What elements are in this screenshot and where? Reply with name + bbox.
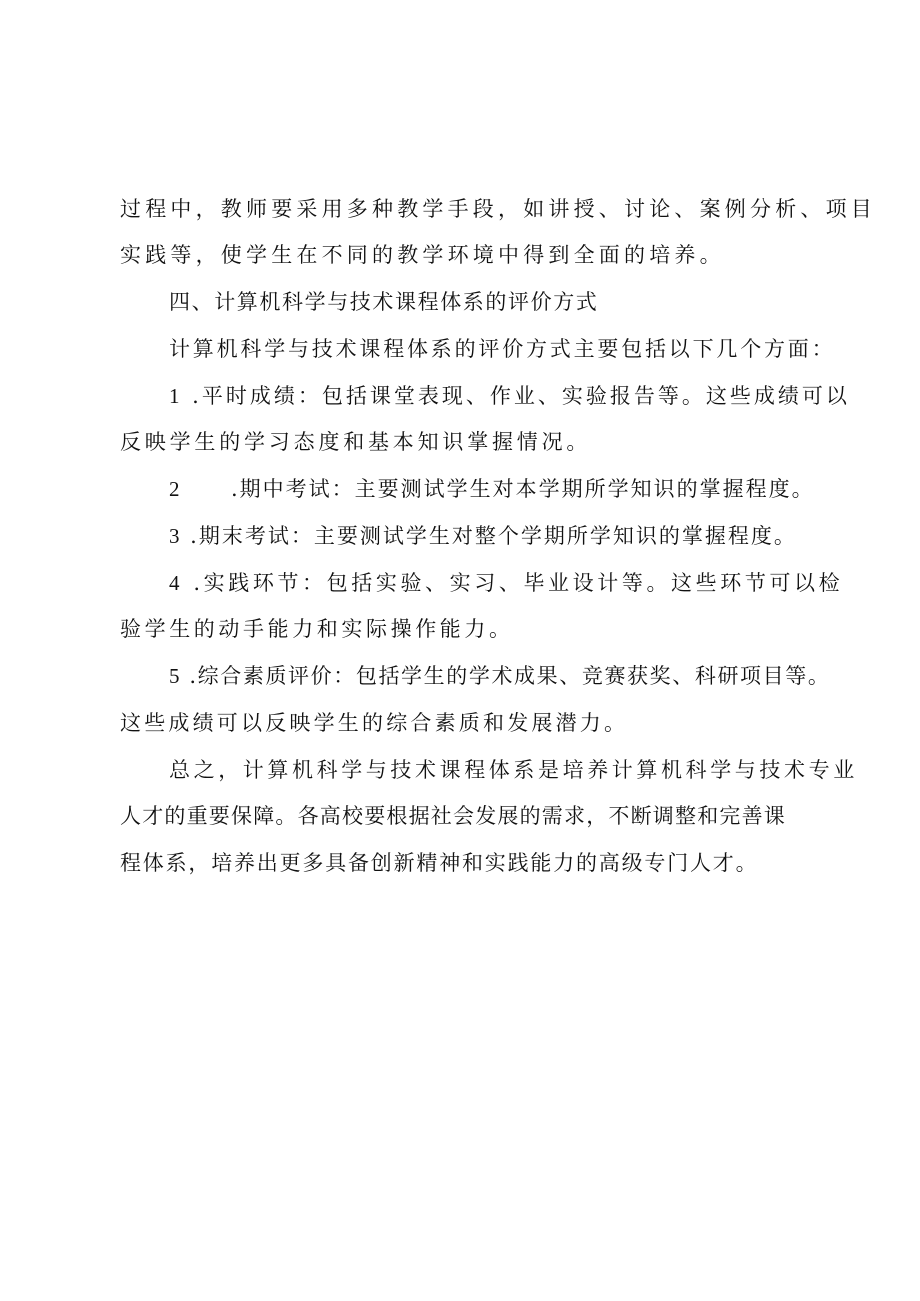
intro-continuation-line-2: 实践等，使学生在不同的教学环境中得到全面的培养。 — [120, 243, 725, 267]
list-item-1-line-2: 反映学生的学习态度和基本知识掌握情况。 — [120, 430, 592, 454]
list-item-1-line-1 — [169, 381, 850, 411]
list-item-4-text: .实践环节：包括实验、实习、毕业设计等。这些环节可以检 — [183, 571, 844, 595]
conclusion-line-3: 程体系，培养出更多具备创新精神和实践能力的高级专门人才。 — [120, 851, 759, 875]
list-item-5-number: 5 — [169, 664, 182, 688]
list-item-2-number: 2 — [169, 477, 182, 501]
list-item-2-line-1 — [169, 474, 815, 504]
list-item-5-line-2: 这些成绩可以反映学生的综合素质和发展潜力。 — [120, 711, 629, 735]
list-item-5-text: .综合素质评价：包括学生的学术成果、竞赛获奖、科研项目等。 — [181, 664, 831, 688]
section-intro: 计算机科学与技术课程体系的评价方式主要包括以下几个方面： — [169, 337, 836, 361]
conclusion-line-1: 总之，计算机科学与技术课程体系是培养计算机科学与技术专业 — [169, 758, 858, 782]
list-item-1-text: .平时成绩：包括课堂表现、作业、实验报告等。这些成绩可以 — [182, 384, 850, 408]
list-item-5-line-1 — [169, 661, 830, 691]
list-item-3-text: .期末考试：主要测试学生对整个学期所学知识的掌握程度。 — [181, 524, 797, 548]
section-heading: 四、计算机科学与技术课程体系的评价方式 — [169, 290, 599, 314]
list-item-3-line-1 — [169, 521, 797, 551]
list-item-3-number: 3 — [169, 524, 182, 548]
list-item-4-line-1 — [169, 568, 843, 598]
list-item-1-number: 1 — [169, 384, 183, 408]
intro-continuation-line-1: 过程中，教师要采用多种教学手段，如讲授、讨论、案例分析、项目 — [120, 197, 876, 221]
list-item-2-text: .期中考试：主要测试学生对本学期所学知识的掌握程度。 — [231, 477, 815, 501]
list-item-4-line-2: 验学生的动手能力和实际操作能力。 — [120, 617, 514, 641]
conclusion-line-2: 人才的重要保障。各高校要根据社会发展的需求，不断调整和完善课 — [120, 804, 786, 828]
list-item-4-number: 4 — [169, 571, 184, 595]
